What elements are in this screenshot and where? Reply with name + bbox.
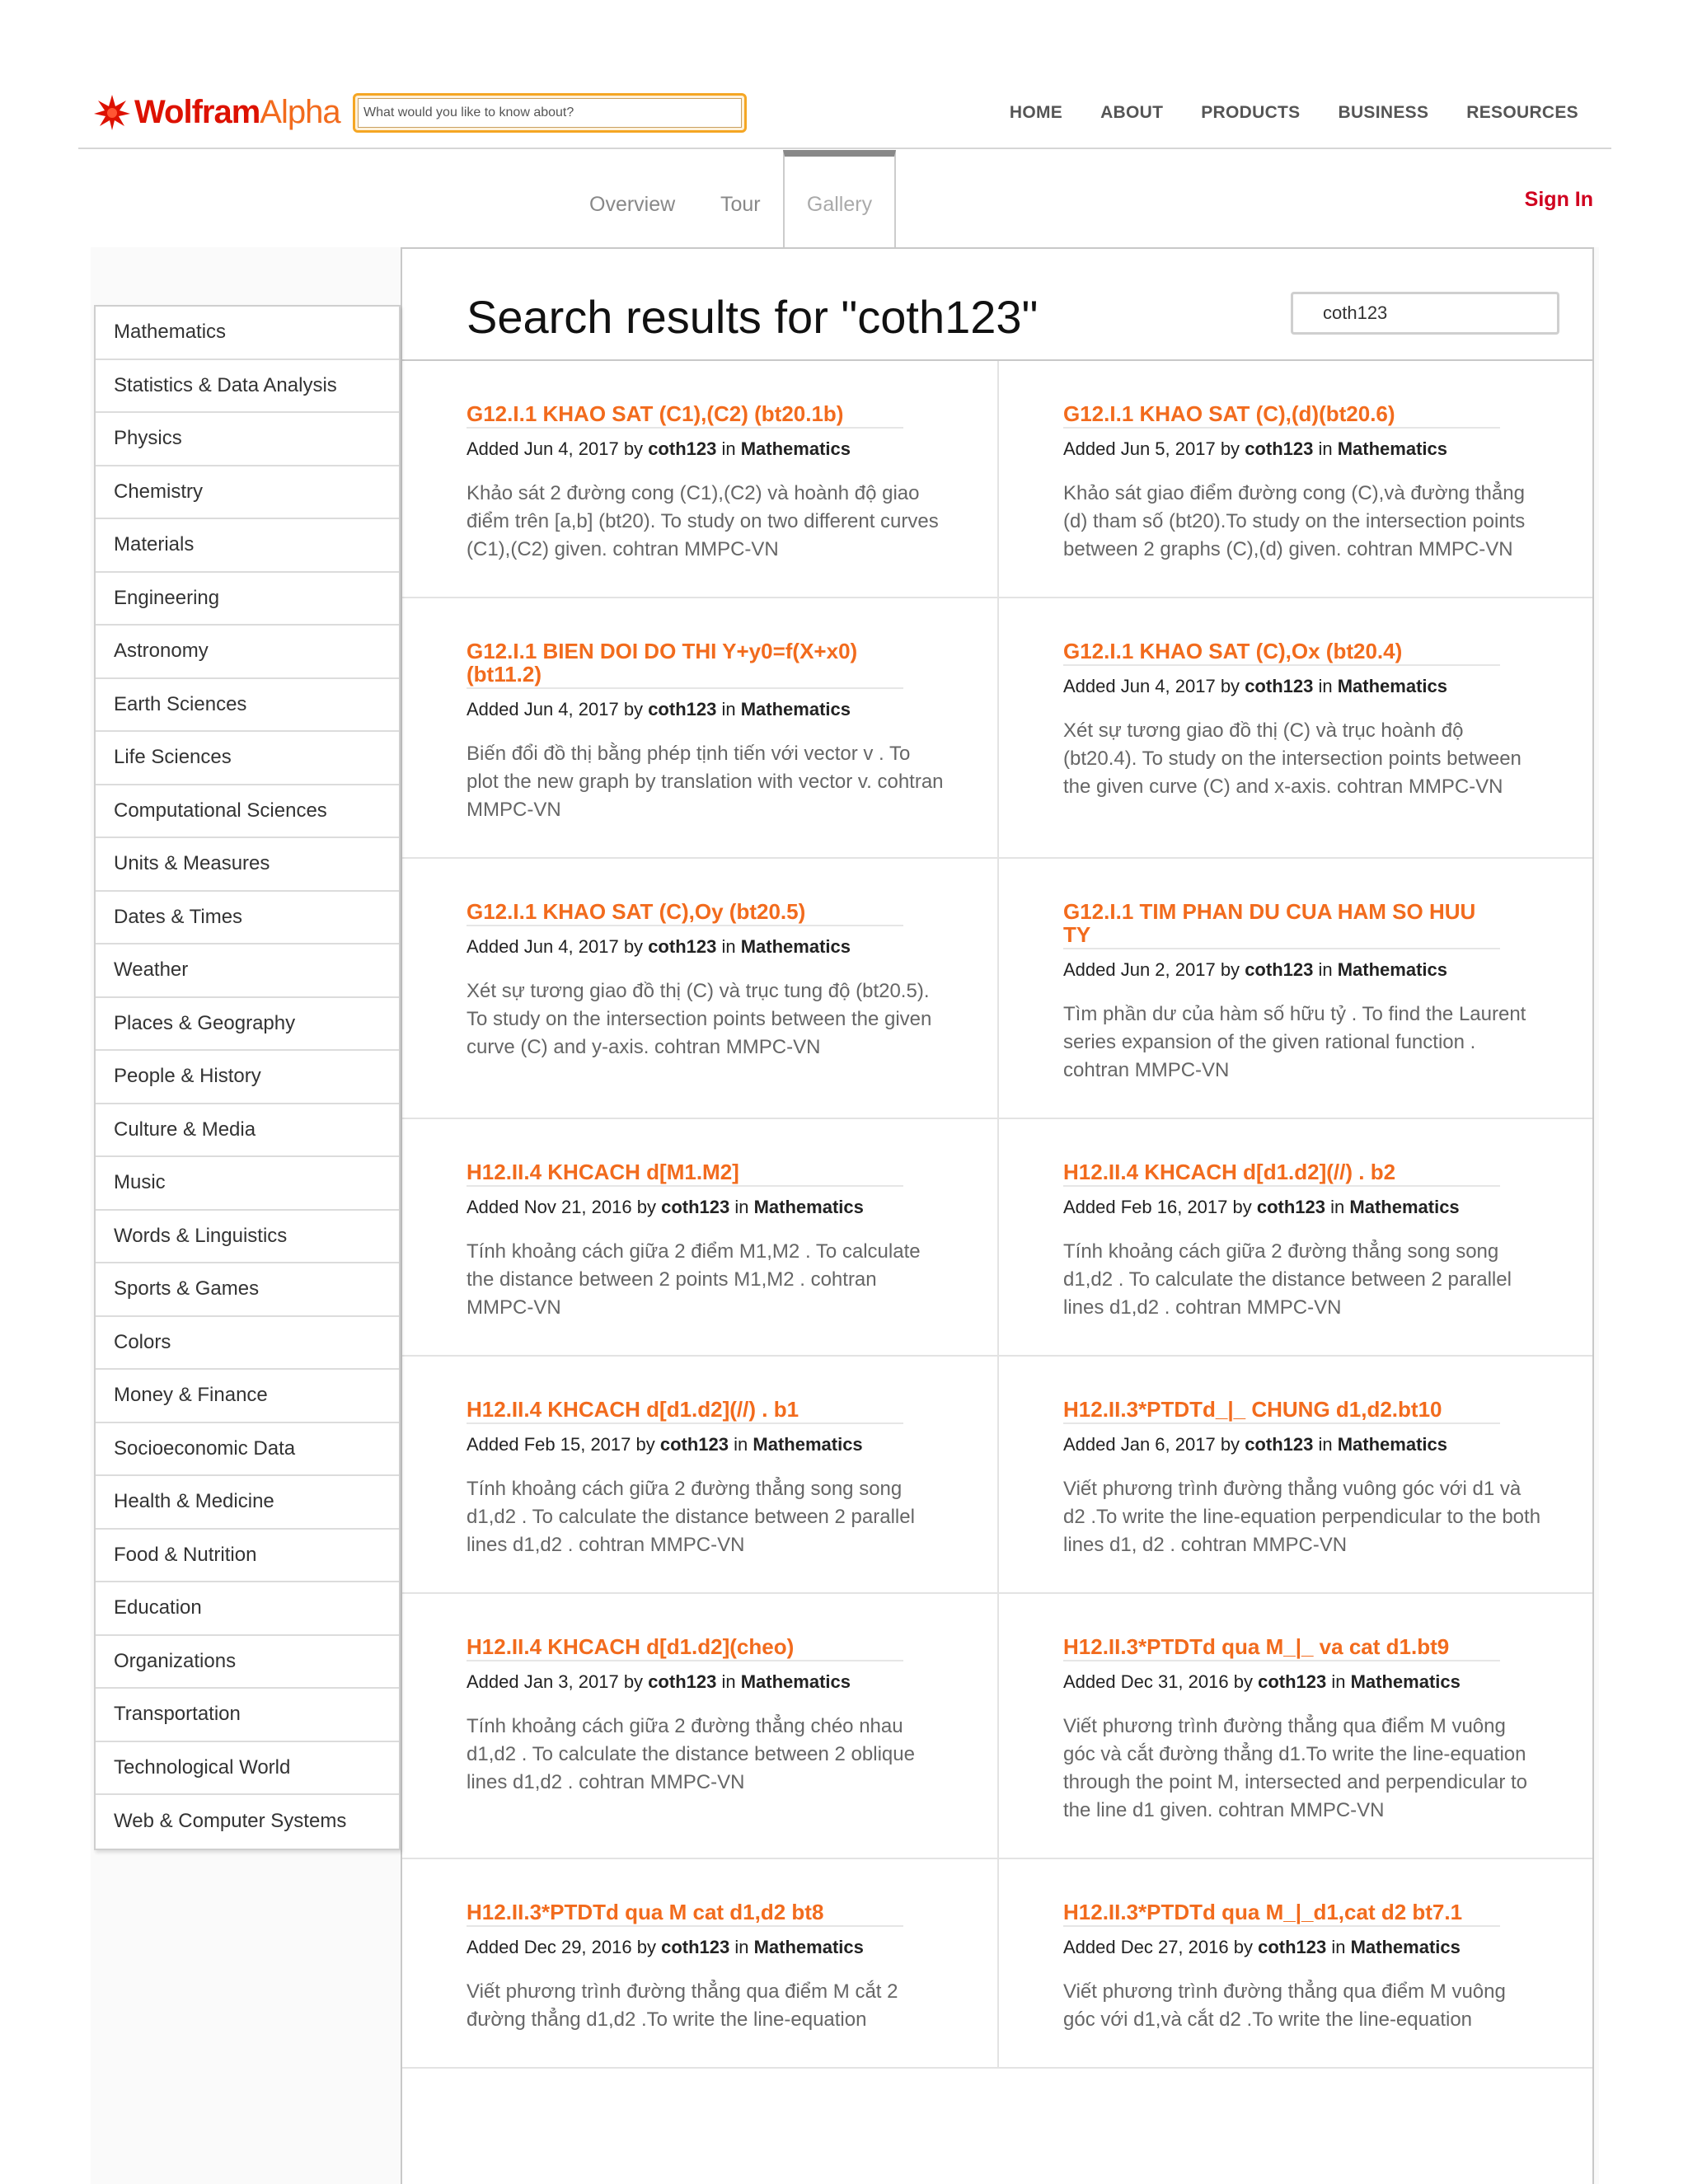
top-nav: [1010, 103, 1578, 123]
logo-wordmark: [134, 94, 340, 131]
result-description: Khảo sát giao điểm đường cong (C),và đường thẳng (d) tham số (bt20).To study on the intersection points between 2 graphs (C),(d) given. cohtran MMPC-VN: [1063, 482, 1526, 560]
result-meta: [1063, 959, 1543, 981]
results-row: [402, 1119, 1592, 1357]
wolfram-alpha-logo[interactable]: [93, 93, 340, 131]
result-author-link[interactable]: coth123: [648, 936, 717, 957]
sidebar-item-materials[interactable]: Materials: [96, 519, 399, 573]
sidebar-item-food-nutrition[interactable]: Food & Nutrition: [96, 1530, 399, 1583]
result-title-link[interactable]: G12.I.1 KHAO SAT (C),(d)(bt20.6): [1063, 402, 1500, 429]
result-card: [997, 1859, 1592, 2067]
result-category-link[interactable]: Mathematics: [740, 699, 851, 719]
result-meta: [467, 438, 948, 460]
result-description: Viết phương trình đường thẳng qua điểm M vuông góc và cắt đường thẳng d1.To write the line-equation through the point M, intersected and perpendicular to the line d1 given. cohtran MMPC-VN: [1063, 1715, 1528, 1821]
result-in-label: in: [1318, 676, 1333, 696]
tab-overview[interactable]: Overview: [589, 193, 676, 216]
result-author-link[interactable]: coth123: [648, 438, 717, 459]
result-in-label: in: [1318, 1434, 1333, 1455]
result-meta: [1063, 1937, 1543, 1958]
sidebar-item-chemistry[interactable]: Chemistry: [96, 466, 399, 520]
result-card: [997, 859, 1592, 1118]
result-card: [997, 1119, 1592, 1355]
sidebar-item-technological-world[interactable]: Technological World: [96, 1742, 399, 1796]
logo-wordmark-alpha: Alpha: [260, 93, 340, 130]
results-row: [402, 598, 1592, 859]
result-category-link[interactable]: Mathematics: [740, 438, 851, 459]
result-in-label: in: [1331, 1937, 1346, 1957]
result-author-link[interactable]: coth123: [659, 1434, 729, 1455]
results-row: [402, 361, 1592, 598]
result-title-link[interactable]: G12.I.1 KHAO SAT (C),Ox (bt20.4): [1063, 640, 1500, 666]
result-category-link[interactable]: Mathematics: [740, 1671, 851, 1692]
result-description: Viết phương trình đường thẳng qua điểm M vuông góc với d1,và cắt d2 .To write the line-equation: [1063, 1980, 1506, 2031]
sidebar-item-words-linguistics[interactable]: Words & Linguistics: [96, 1211, 399, 1264]
result-category-link[interactable]: Mathematics: [753, 1434, 863, 1455]
result-author-link[interactable]: coth123: [1245, 1434, 1314, 1455]
sidebar-item-astronomy[interactable]: Astronomy: [96, 626, 399, 679]
result-meta: [467, 699, 948, 720]
result-added-date: Added Jun 4, 2017 by: [467, 699, 644, 719]
result-author-link[interactable]: coth123: [648, 1671, 717, 1692]
result-card: [402, 1859, 997, 2067]
result-in-label: in: [721, 936, 736, 957]
result-in-label: in: [1318, 959, 1333, 980]
result-category-link[interactable]: Mathematics: [1350, 1671, 1461, 1692]
result-added-date: Added Jan 6, 2017 by: [1063, 1434, 1240, 1455]
nav-products[interactable]: PRODUCTS: [1201, 103, 1301, 122]
nav-home[interactable]: HOME: [1009, 103, 1063, 122]
result-added-date: Added Nov 21, 2016 by: [467, 1197, 656, 1217]
result-card: [997, 1594, 1592, 1858]
gallery-search-input[interactable]: [1293, 294, 1557, 332]
result-title-link[interactable]: G12.I.1 KHAO SAT (C1),(C2) (bt20.1b): [467, 402, 903, 429]
result-meta: [1063, 438, 1543, 460]
sidebar-item-life-sciences[interactable]: Life Sciences: [96, 732, 399, 785]
sign-in-link[interactable]: Sign In: [1524, 188, 1593, 211]
result-title-link[interactable]: G12.I.1 BIEN DOI DO THI Y+y0=f(X+x0) (bt11.2): [467, 640, 903, 689]
sidebar-item-dates-times[interactable]: Dates & Times: [96, 892, 399, 945]
tab-tour[interactable]: Tour: [720, 193, 761, 216]
site-header: [78, 78, 1611, 149]
result-description: Tìm phần dư của hàm số hữu tỷ . To find the Laurent series expansion of the given rational function . cohtran MMPC-VN: [1063, 1003, 1526, 1081]
result-title-link[interactable]: H12.II.4 KHCACH d[d1.d2](cheo): [467, 1635, 903, 1661]
sidebar-item-units-measures[interactable]: Units & Measures: [96, 838, 399, 892]
sidebar-item-engineering[interactable]: Engineering: [96, 573, 399, 626]
result-in-label: in: [721, 1671, 736, 1692]
result-in-label: in: [734, 1197, 749, 1217]
result-meta: [1063, 676, 1543, 697]
result-added-date: Added Dec 27, 2016 by: [1063, 1937, 1253, 1957]
result-added-date: Added Feb 15, 2017 by: [467, 1434, 655, 1455]
result-added-date: Added Jun 4, 2017 by: [467, 936, 644, 957]
result-meta: [1063, 1434, 1543, 1455]
sidebar-item-organizations[interactable]: Organizations: [96, 1636, 399, 1690]
results-row: [402, 1357, 1592, 1594]
result-in-label: in: [721, 438, 736, 459]
nav-about[interactable]: ABOUT: [1100, 103, 1164, 122]
gallery-subnav: [0, 150, 1688, 249]
sidebar-item-people-history[interactable]: People & History: [96, 1051, 399, 1104]
result-category-link[interactable]: Mathematics: [1337, 959, 1447, 980]
result-added-date: Added Dec 29, 2016 by: [467, 1937, 656, 1957]
result-description: Tính khoảng cách giữa 2 điểm M1,M2 . To calculate the distance between 2 points M1,M2 . cohtran MMPC-VN: [467, 1240, 921, 1319]
gallery-search-box: [1291, 292, 1559, 335]
result-in-label: in: [721, 699, 736, 719]
result-card: [997, 1357, 1592, 1592]
result-in-label: in: [1318, 438, 1333, 459]
result-meta: [467, 1671, 948, 1693]
sidebar-item-computational-sciences[interactable]: Computational Sciences: [96, 785, 399, 839]
result-author-link[interactable]: coth123: [661, 1937, 730, 1957]
result-card: [402, 598, 997, 857]
sidebar-item-weather[interactable]: Weather: [96, 944, 399, 998]
sidebar-item-transportation[interactable]: Transportation: [96, 1689, 399, 1742]
sidebar-item-earth-sciences[interactable]: Earth Sciences: [96, 679, 399, 733]
sidebar-item-education[interactable]: Education: [96, 1582, 399, 1636]
result-card: [997, 598, 1592, 857]
result-card: [997, 361, 1592, 597]
sidebar-item-physics[interactable]: Physics: [96, 413, 399, 466]
result-author-link[interactable]: coth123: [1245, 438, 1314, 459]
result-card: [402, 361, 997, 597]
sidebar-item-sports-games[interactable]: Sports & Games: [96, 1263, 399, 1317]
result-in-label: in: [1330, 1197, 1345, 1217]
result-meta: [1063, 1671, 1543, 1693]
result-description: Tính khoảng cách giữa 2 đường thẳng song song d1,d2 . To calculate the distance between 2 parallel lines d1,d2 . cohtran MMPC-VN: [467, 1478, 915, 1556]
result-added-date: Added Feb 16, 2017 by: [1063, 1197, 1252, 1217]
result-description: Viết phương trình đường thẳng vuông góc với d1 và d2 .To write the line-equation perpendicular to the both lines d1, d2 . cohtran MMPC-VN: [1063, 1478, 1541, 1556]
result-in-label: in: [734, 1434, 748, 1455]
results-panel: [401, 247, 1594, 2184]
sidebar-item-music[interactable]: Music: [96, 1157, 399, 1211]
result-title-link[interactable]: H12.II.4 KHCACH d[M1.M2]: [467, 1160, 903, 1187]
result-added-date: Added Jun 5, 2017 by: [1063, 438, 1240, 459]
query-input[interactable]: [358, 98, 742, 128]
sidebar-item-statistics-data-analysis[interactable]: Statistics & Data Analysis: [96, 360, 399, 414]
result-added-date: Added Jun 4, 2017 by: [467, 438, 644, 459]
result-meta: [467, 1434, 948, 1455]
result-card: [402, 1594, 997, 1858]
category-sidebar: [94, 305, 401, 1850]
nav-business[interactable]: BUSINESS: [1338, 103, 1429, 122]
sidebar-item-web-computer-systems[interactable]: Web & Computer Systems: [114, 1810, 347, 1833]
sidebar-item-culture-media[interactable]: Culture & Media: [96, 1104, 399, 1158]
result-author-link[interactable]: coth123: [1258, 1937, 1327, 1957]
sidebar-item-money-finance[interactable]: Money & Finance: [96, 1370, 399, 1423]
result-description: Xét sự tương giao đồ thị (C) và trục hoành độ (bt20.4). To study on the intersection points between the given curve (C) and x-axis. cohtran MMPC-VN: [1063, 719, 1522, 798]
result-title-link[interactable]: H12.II.4 KHCACH d[d1.d2](//) . b2: [1063, 1160, 1500, 1187]
result-author-link[interactable]: coth123: [1256, 1197, 1326, 1217]
result-description: Viết phương trình đường thẳng qua điểm M cắt 2 đường thẳng d1,d2 .To write the line-equation: [467, 1980, 898, 2031]
sidebar-item-places-geography[interactable]: Places & Geography: [96, 998, 399, 1052]
result-category-link[interactable]: Mathematics: [753, 1937, 864, 1957]
result-description: Tính khoảng cách giữa 2 đường thẳng chéo nhau d1,d2 . To calculate the distance between 2 oblique lines d1,d2 . cohtran MMPC-VN: [467, 1715, 915, 1793]
result-category-link[interactable]: Mathematics: [1349, 1197, 1460, 1217]
results-row: [402, 1859, 1592, 2069]
result-category-link[interactable]: Mathematics: [740, 936, 851, 957]
result-added-date: Added Jan 3, 2017 by: [467, 1671, 644, 1692]
result-description: Xét sự tương giao đồ thị (C) và trục tung độ (bt20.5). To study on the intersection points between the given curve (C) and y-axis. cohtran MMPC-VN: [467, 980, 932, 1058]
result-title-link[interactable]: G12.I.1 TIM PHAN DU CUA HAM SO HUU TY: [1063, 900, 1500, 949]
results-row: [402, 859, 1592, 1119]
page-title: Search results for "coth123": [467, 291, 1039, 343]
result-card: [402, 1119, 997, 1355]
result-meta: [467, 1937, 948, 1958]
sidebar-item-mathematics[interactable]: Mathematics: [96, 307, 399, 360]
results-grid: [402, 361, 1592, 2069]
result-title-link[interactable]: G12.I.1 KHAO SAT (C),Oy (bt20.5): [467, 900, 903, 926]
result-title-link[interactable]: H12.II.3*PTDTd qua M_|_ va cat d1.bt9: [1063, 1635, 1500, 1661]
result-added-date: Added Jun 2, 2017 by: [1063, 959, 1240, 980]
result-meta: [467, 936, 948, 958]
result-in-label: in: [734, 1937, 749, 1957]
result-meta: [467, 1197, 948, 1218]
result-description: Biến đổi đồ thị bằng phép tịnh tiến với vector v . To plot the new graph by translation with vector v. cohtran MMPC-VN: [467, 743, 944, 821]
result-title-link[interactable]: H12.II.3*PTDTd_|_ CHUNG d1,d2.bt10: [1063, 1398, 1500, 1424]
result-card: [402, 1357, 997, 1592]
result-in-label: in: [1331, 1671, 1346, 1692]
results-row: [402, 1594, 1592, 1859]
sidebar-item-colors[interactable]: Colors: [96, 1317, 399, 1371]
result-author-link[interactable]: coth123: [1258, 1671, 1327, 1692]
result-author-link[interactable]: coth123: [1245, 959, 1314, 980]
result-author-link[interactable]: coth123: [1245, 676, 1314, 696]
result-author-link[interactable]: coth123: [661, 1197, 730, 1217]
sidebar-item-health-medicine[interactable]: Health & Medicine: [96, 1476, 399, 1530]
result-title-link[interactable]: H12.II.3*PTDTd qua M_|_d1,cat d2 bt7.1: [1063, 1900, 1500, 1927]
result-category-link[interactable]: Mathematics: [1337, 676, 1447, 696]
result-description: Tính khoảng cách giữa 2 đường thẳng song song d1,d2 . To calculate the distance between 2 parallel lines d1,d2 . cohtran MMPC-VN: [1063, 1240, 1512, 1319]
result-added-date: Added Dec 31, 2016 by: [1063, 1671, 1253, 1692]
result-title-link[interactable]: H12.II.4 KHCACH d[d1.d2](//) . b1: [467, 1398, 903, 1424]
tab-gallery[interactable]: Gallery: [783, 150, 896, 249]
result-category-link[interactable]: Mathematics: [753, 1197, 864, 1217]
logo-wordmark-wolfram: Wolfram: [134, 93, 260, 130]
spikey-logo-icon: [93, 93, 131, 131]
result-card: [402, 859, 997, 1118]
result-added-date: Added Jun 4, 2017 by: [1063, 676, 1240, 696]
result-category-link[interactable]: Mathematics: [1350, 1937, 1461, 1957]
result-meta: [1063, 1197, 1543, 1218]
result-title-link[interactable]: H12.II.3*PTDTd qua M cat d1,d2 bt8: [467, 1900, 903, 1927]
result-category-link[interactable]: Mathematics: [1337, 1434, 1447, 1455]
query-box: [353, 93, 747, 133]
result-category-link[interactable]: Mathematics: [1337, 438, 1447, 459]
result-author-link[interactable]: coth123: [648, 699, 717, 719]
nav-resources[interactable]: RESOURCES: [1466, 103, 1578, 122]
result-description: Khảo sát 2 đường cong (C1),(C2) và hoành độ giao điểm trên [a,b] (bt20). To study on two different curves (C1),(C2) given. cohtran MMPC-VN: [467, 482, 939, 560]
sidebar-item-socioeconomic-data[interactable]: Socioeconomic Data: [96, 1423, 399, 1477]
